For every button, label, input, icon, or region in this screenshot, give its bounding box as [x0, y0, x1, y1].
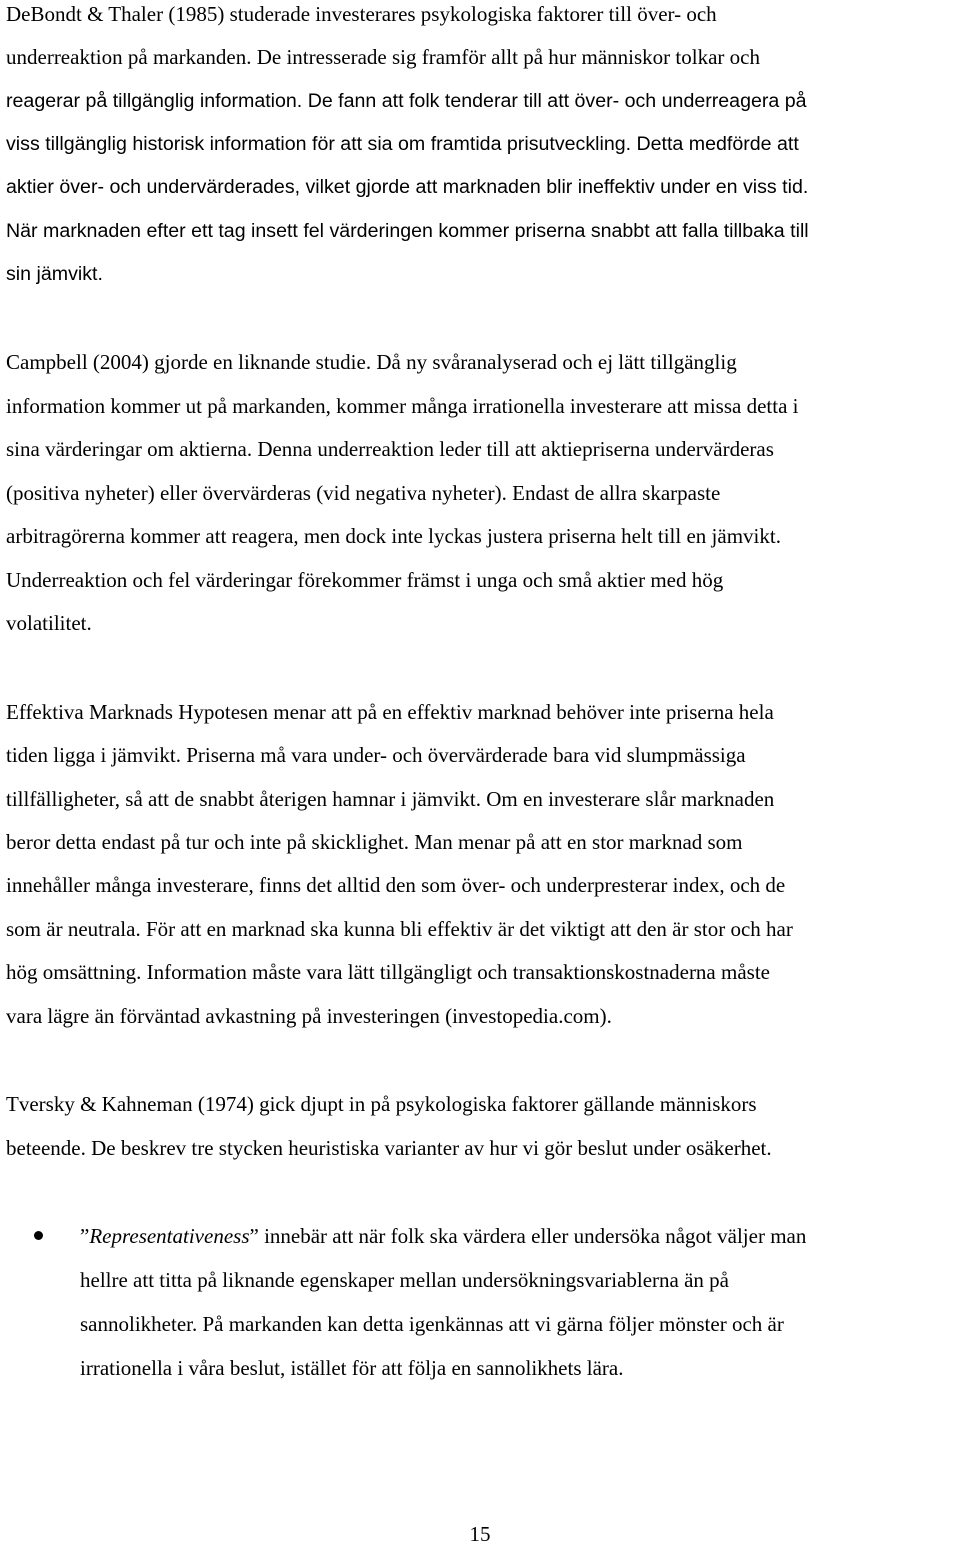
text-line: aktier över- och undervärderades, vilket gjorde att marknaden blir ineffektiv under en viss tid.	[6, 176, 809, 198]
bullet-line: irrationella i våra beslut, istället för att följa en sannolikhets lära.	[80, 1356, 624, 1380]
bullet-line: sannolikheter. På markanden kan detta igenkännas att vi gärna följer mönster och är	[80, 1312, 784, 1336]
text-line: som är neutrala. För att en marknad ska kunna bli effektiv är det viktigt att den är stor och har	[6, 917, 793, 941]
text-line: (positiva nyheter) eller övervärderas (vid negativa nyheter). Endast de allra skarpaste	[6, 481, 721, 505]
bullet-first-line	[80, 1224, 806, 1248]
open-quote: ”	[80, 1224, 90, 1248]
text-line: underreaktion på markanden. De intresserade sig framför allt på hur människor tolkar och	[6, 45, 760, 69]
text-line: viss tillgänglig historisk information för att sia om framtida prisutveckling. Detta medförde att	[6, 133, 799, 155]
text-line: beror detta endast på tur och inte på skicklighet. Man menar på att en stor marknad som	[6, 830, 743, 854]
close-quote: ”	[249, 1224, 259, 1248]
text-line: När marknaden efter ett tag insett fel värderingen kommer priserna snabbt att falla tillbaka till	[6, 220, 809, 242]
text-line: reagerar på tillgänglig information. De fann att folk tenderar till att över- och underreagera på	[6, 90, 807, 112]
text-line: hög omsättning. Information måste vara lätt tillgängligt och transaktionskostnaderna måste	[6, 960, 770, 984]
text-line: tillfälligheter, så att de snabbt återigen hamnar i jämvikt. Om en investerare slår marknaden	[6, 787, 775, 811]
bullet-line: hellre att titta på liknande egenskaper mellan undersökningsvariablerna än på	[80, 1268, 730, 1292]
text-line: sina värderingar om aktierna. Denna underreaktion leder till att aktiepriserna undervärderas	[6, 437, 774, 461]
text-line: information kommer ut på markanden, kommer många irrationella investerare att missa detta i	[6, 394, 799, 418]
bullet-first-line-rest: innebär att när folk ska värdera eller undersöka något väljer man	[258, 1224, 807, 1248]
text-line: vara lägre än förväntad avkastning på investeringen (investopedia.com).	[6, 1004, 612, 1028]
text-line: Campbell (2004) gjorde en liknande studie. Då ny svåranalyserad och ej lätt tillgänglig	[6, 350, 737, 374]
text-line: Effektiva Marknads Hypotesen menar att på en effektiv marknad behöver inte priserna hela	[6, 700, 774, 724]
text-line: DeBondt & Thaler (1985) studerade investerares psykologiska faktorer till över- och	[6, 2, 717, 26]
text-line: volatilitet.	[6, 611, 92, 635]
text-line: Underreaktion och fel värderingar förekommer främst i unga och små aktier med hög	[6, 568, 724, 592]
bullet-term: Representativeness	[89, 1224, 250, 1248]
text-line: innehåller många investerare, finns det alltid den som över- och underpresterar index, och de	[6, 873, 786, 897]
page-number: 15	[469, 1522, 491, 1546]
bullet-icon	[34, 1231, 43, 1240]
text-line: beteende. De beskrev tre stycken heuristiska varianter av hur vi gör beslut under osäkerhet.	[6, 1136, 772, 1160]
text-line: tiden ligga i jämvikt. Priserna må vara under- och övervärderade bara vid slumpmässiga	[6, 743, 746, 767]
text-line: Tversky & Kahneman (1974) gick djupt in på psykologiska faktorer gällande människors	[6, 1092, 757, 1116]
text-line: arbitragörerna kommer att reagera, men dock inte lyckas justera priserna helt till en jämvikt.	[6, 524, 781, 548]
text-line: sin jämvikt.	[6, 263, 103, 285]
